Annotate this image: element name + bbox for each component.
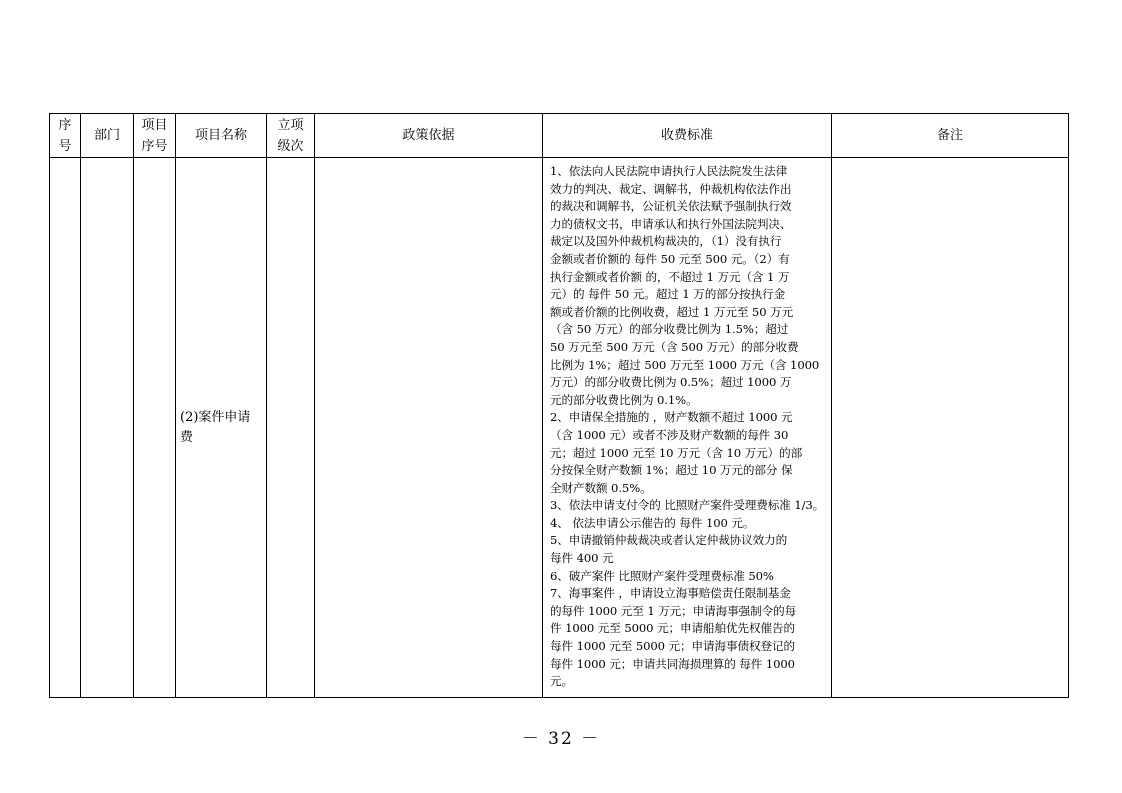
header-dept: 部门: [81, 114, 134, 158]
fee-standard-line: 全财产数额 0.5%。: [550, 480, 652, 495]
fee-standard-text: [550, 163, 827, 691]
header-seq: 序号: [50, 114, 81, 158]
fee-standard-line: 每件 400 元: [550, 551, 614, 566]
fee-standard-line: 力的债权文书，申请承认和执行外国法院判决、: [550, 216, 792, 231]
fee-standard-line: 比例为 1%；超过 500 万元至 1000 万元（含 1000: [550, 357, 820, 372]
fee-standard-line: 每件 1000 元；申请共同海损理算的 每件 1000: [550, 656, 795, 671]
cell-dept: [81, 158, 134, 698]
fee-standard-line: 5、申请撤销仲裁裁决或者认定仲裁协议效力的: [550, 533, 788, 548]
header-row: [50, 114, 1069, 158]
cell-item-seq: [134, 158, 176, 698]
cell-policy: [315, 158, 543, 698]
fee-standard-line: 分按保全财产数额 1%；超过 10 万元的部分 保: [550, 463, 793, 478]
fee-standard-line: 50 万元至 500 万元（含 500 万元）的部分收费: [550, 339, 799, 354]
cell-seq: [50, 158, 81, 698]
fee-table: [49, 113, 1069, 698]
cell-item-name: (2)案件申请费: [176, 158, 267, 698]
header-level: 立项级次: [267, 114, 315, 158]
fee-standard-line: 元。: [550, 674, 573, 689]
fee-standard-line: 6、破产案件 比照财产案件受理费标准 50%: [550, 568, 774, 583]
fee-standard-line: 每件 1000 元至 5000 元；申请海事债权登记的: [550, 639, 795, 654]
fee-standard-line: 额或者价额的比例收费，超过 1 万元至 50 万元: [550, 304, 794, 319]
fee-standard-line: 裁定以及国外仲裁机构裁决的，（1）没有执行: [550, 234, 782, 249]
fee-standard-line: 7、海事案件 ，申请设立海事赔偿责任限制基金: [550, 586, 791, 601]
fee-standard-line: 4、 依法申请公示催告的 每件 100 元。: [550, 515, 755, 530]
table-row: [50, 158, 1069, 698]
page-number: － 32 －: [521, 729, 601, 749]
fee-standard-line: 执行金额或者价额 的，不超过 1 万元（含 1 万: [550, 269, 790, 284]
cell-level: [267, 158, 315, 698]
fee-standard-line: 元的部分收费比例为 0.1%。: [550, 392, 698, 407]
fee-standard-line: 的每件 1000 元至 1 万元；申请海事强制令的每: [550, 603, 797, 618]
fee-standard-line: 元）的 每件 50 元。超过 1 万的部分按执行金: [550, 287, 786, 302]
fee-standard-line: 3、依法申请支付令的 比照财产案件受理费标准 1/3。: [550, 498, 825, 513]
fee-standard-line: 2、申请保全措施的 ，财产数额不超过 1000 元: [550, 410, 793, 425]
fee-standard-line: （含 1000 元）或者不涉及财产数额的每件 30: [550, 427, 789, 442]
cell-remarks: [832, 158, 1069, 698]
fee-standard-line: 效力的判决、裁定、调解书，仲裁机构依法作出: [550, 181, 792, 196]
header-policy: 政策依据: [315, 114, 543, 158]
fee-standard-line: 件 1000 元至 5000 元；申请船舶优先权催告的: [550, 621, 795, 636]
fee-standard-line: 元；超过 1000 元至 10 万元（含 10 万元）的部: [550, 445, 803, 460]
header-item-seq: 项目序号: [134, 114, 176, 158]
fee-standard-line: 的裁决和调解书，公证机关依法赋予强制执行效: [550, 199, 792, 214]
header-item-name: 项目名称: [176, 114, 267, 158]
fee-standard-line: 万元）的部分收费比例为 0.5%；超过 1000 万: [550, 375, 792, 390]
fee-standard-line: （含 50 万元）的部分收费比例为 1.5%；超过: [550, 322, 789, 337]
fee-standard-line: 金额或者价额的 每件 50 元至 500 元。（2）有: [550, 251, 790, 266]
cell-standard: [543, 158, 832, 698]
fee-standard-line: 1、依法向人民法院申请执行人民法院发生法律: [550, 164, 788, 178]
header-remarks: 备注: [832, 114, 1069, 158]
header-standard: 收费标准: [543, 114, 832, 158]
